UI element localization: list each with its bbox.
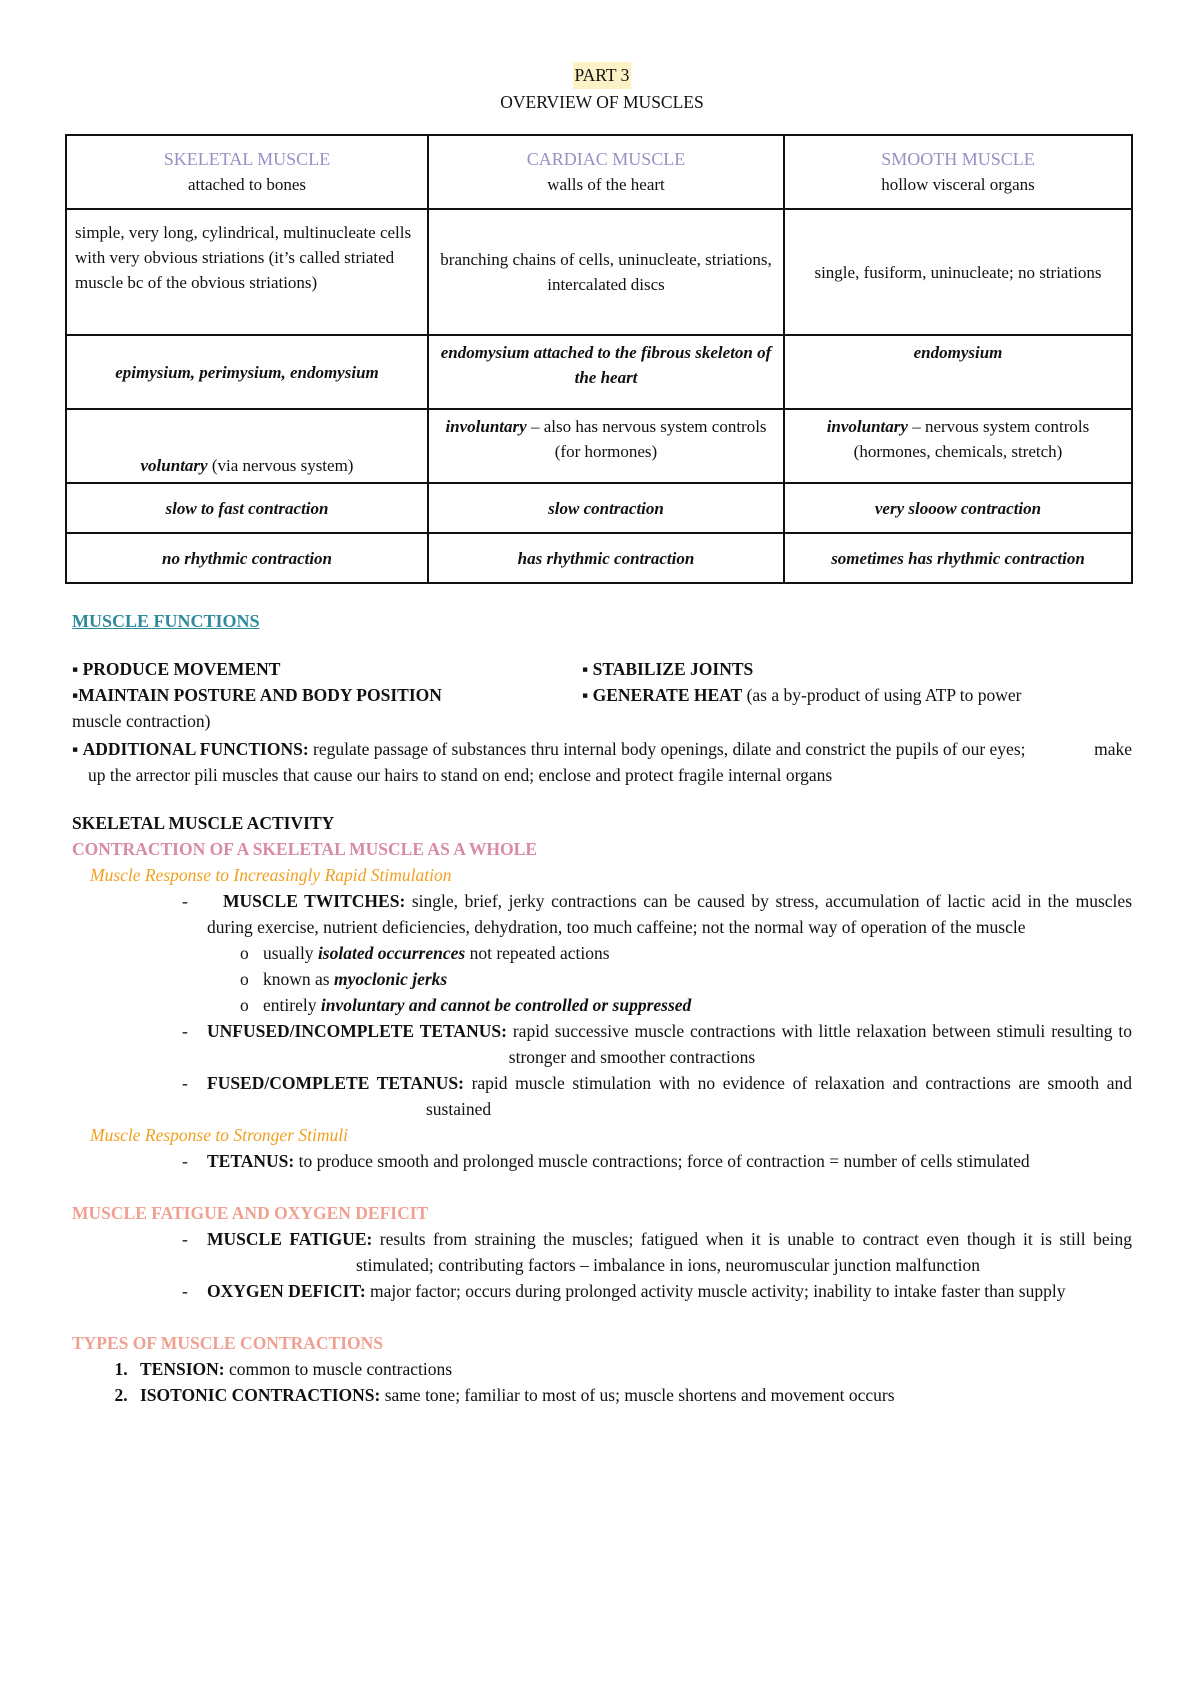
- functions-row-1: ▪ PRODUCE MOVEMENT ▪ STABILIZE JOINTS: [72, 659, 754, 679]
- additional-functions: ▪ ADDITIONAL FUNCTIONS: regulate passage of substances thru internal body openings, dilate and constrict the pupils of our eyes; make: [72, 739, 1132, 759]
- document-header: [72, 62, 1132, 116]
- table-cell: simple, very long, cylindrical, multinucleate cells with very obvious striations (it’s called striated muscle bc of the obvious striations): [66, 209, 428, 335]
- table-row: [66, 483, 1132, 533]
- table-row: [66, 335, 1132, 409]
- table-cell: slow to fast contraction: [66, 483, 428, 533]
- additional-functions-continuation: up the arrector pili muscles that cause our hairs to stand on end; enclose and protect fragile internal organs: [88, 765, 833, 785]
- muscle-functions-heading: MUSCLE FUNCTIONS: [72, 611, 260, 631]
- types-heading: TYPES OF MUSCLE CONTRACTIONS: [72, 1333, 383, 1353]
- functions-row-2: ▪MAINTAIN POSTURE AND BODY POSITION ▪ GENERATE HEAT (as a by-product of using ATP to power: [72, 685, 1022, 705]
- table-header-cell: SKELETAL MUSCLE attached to bones: [66, 135, 428, 209]
- stronger-stimuli-subheading: Muscle Response to Stronger Stimuli: [90, 1125, 348, 1145]
- part-label: PART 3: [573, 62, 632, 89]
- twitch-item: - MUSCLE TWITCHES: single, brief, jerky contractions can be caused by stress, accumulation of lactic acid in the muscles during exercise, nutrient deficiencies, dehydration, too much caffeine; not the normal way of operation of the muscle: [182, 891, 1132, 937]
- fused-tetanus-item: - FUSED/COMPLETE TETANUS: rapid muscle stimulation with no evidence of relaxation and contractions are smooth and: [182, 1073, 1132, 1093]
- page-title: OVERVIEW OF MUSCLES: [500, 92, 704, 112]
- muscle-fatigue-item: - MUSCLE FATIGUE: results from straining the muscles; fatigued when it is unable to contract even though it is still being: [182, 1229, 1132, 1249]
- table-cell: epimysium, perimysium, endomysium: [66, 335, 428, 409]
- table-cell: voluntary (via nervous system): [66, 409, 428, 483]
- muscle-overview-table: [65, 134, 1133, 584]
- table-cell: involuntary – nervous system controls (hormones, chemicals, stretch): [784, 409, 1132, 483]
- table-cell: branching chains of cells, uninucleate, striations, intercalated discs: [428, 209, 784, 335]
- contraction-heading: CONTRACTION OF A SKELETAL MUSCLE AS A WHOLE: [72, 839, 538, 859]
- twitch-subitem: o known as myoclonic jerks: [240, 969, 448, 989]
- table-cell: no rhythmic contraction: [66, 533, 428, 583]
- table-cell: single, fusiform, uninucleate; no striations: [784, 209, 1132, 335]
- fatigue-heading: MUSCLE FATIGUE AND OXYGEN DEFICIT: [72, 1203, 429, 1223]
- unfused-tetanus-item: - UNFUSED/INCOMPLETE TETANUS: rapid successive muscle contractions with little relaxation between stimuli resulting to: [182, 1021, 1132, 1041]
- table-cell: very slooow contraction: [784, 483, 1132, 533]
- twitch-subitem: o entirely involuntary and cannot be controlled or suppressed: [240, 995, 692, 1015]
- contraction-types-list: [72, 1356, 1132, 1408]
- table-cell: endomysium: [784, 335, 1132, 409]
- list-item: 1. TENSION: common to muscle contractions: [132, 1356, 1132, 1382]
- table-header-cell: CARDIAC MUSCLE walls of the heart: [428, 135, 784, 209]
- table-row: [66, 409, 1132, 483]
- unfused-continuation: stronger and smoother contractions: [508, 1047, 756, 1067]
- fused-continuation: sustained: [426, 1099, 492, 1119]
- table-cell: slow contraction: [428, 483, 784, 533]
- rapid-stimulation-subheading: Muscle Response to Increasingly Rapid Stimulation: [90, 865, 452, 885]
- muscle-fatigue-continuation: stimulated; contributing factors – imbalance in ions, neuromuscular junction malfunction: [356, 1255, 981, 1275]
- table-cell: involuntary – also has nervous system controls (for hormones): [428, 409, 784, 483]
- oxygen-deficit-item: - OXYGEN DEFICIT: major factor; occurs during prolonged activity muscle activity; inability to intake faster than supply: [182, 1281, 1066, 1301]
- tetanus-item: - TETANUS: to produce smooth and prolonged muscle contractions; force of contraction = number of cells stimulated: [182, 1151, 1030, 1171]
- table-cell: sometimes has rhythmic contraction: [784, 533, 1132, 583]
- table-header-cell: SMOOTH MUSCLE hollow visceral organs: [784, 135, 1132, 209]
- table-cell: endomysium attached to the fibrous skeleton of the heart: [428, 335, 784, 409]
- document-page: [72, 62, 1132, 1408]
- table-row: [66, 209, 1132, 335]
- table-row: [66, 533, 1132, 583]
- functions-item4-continuation: muscle contraction): [72, 711, 211, 731]
- twitch-subitem: o usually isolated occurrences not repeated actions: [240, 943, 610, 963]
- list-item: 2. ISOTONIC CONTRACTIONS: same tone; familiar to most of us; muscle shortens and movement occurs: [132, 1382, 1132, 1408]
- table-cell: has rhythmic contraction: [428, 533, 784, 583]
- table-header-row: [66, 135, 1132, 209]
- skeletal-activity-heading: SKELETAL MUSCLE ACTIVITY: [72, 813, 335, 833]
